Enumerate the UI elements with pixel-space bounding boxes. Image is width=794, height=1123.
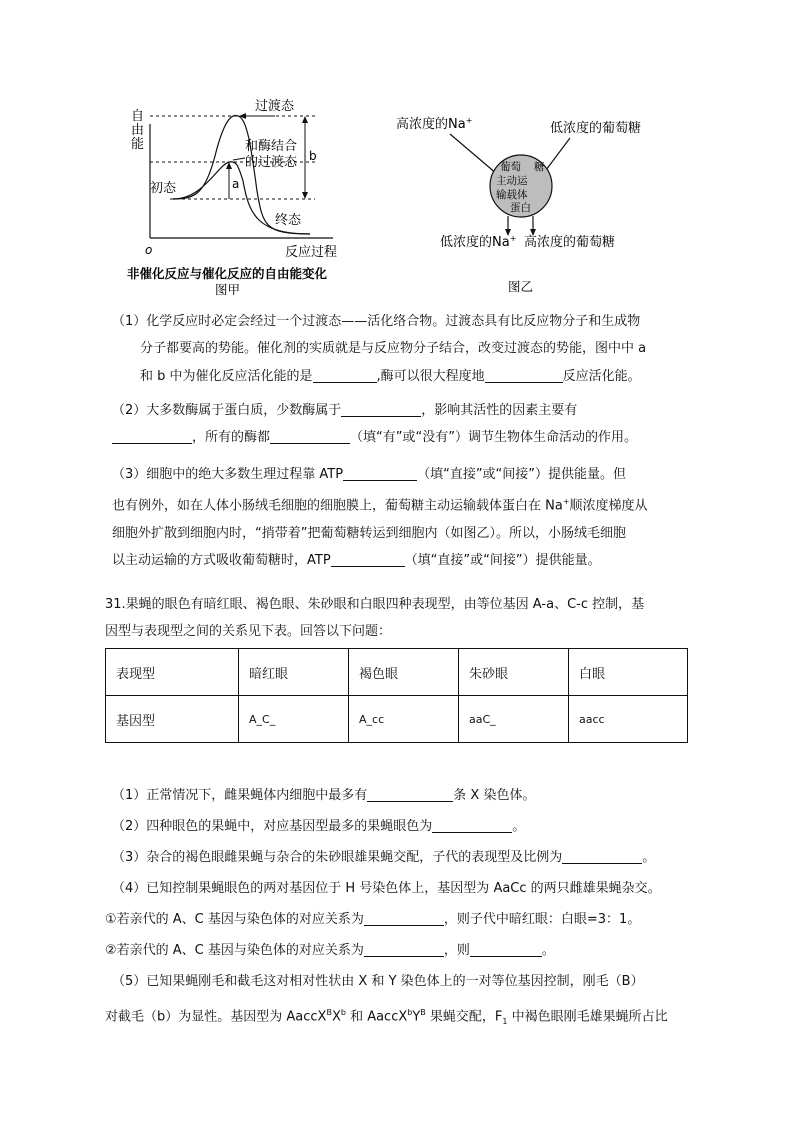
q30-part3: （3）细胞中的绝大多数生理过程靠 ATP （填“直接”或“间接”）提供能量。但 也有例外，如在人体小肠绒毛细胞的细胞膜上，葡萄糖主动运输载体蛋白在 Na+顺浓度梯度从 细胞外扩散到细胞内时，“捎带着”把葡萄糖转运到细胞内（如图乙）。所以，小肠绒毛细胞 以主动运输的方式吸收葡萄糖时，ATP （填“直接”或“间接”）提供能量。 xyxy=(112,467,648,569)
origin-label: o xyxy=(145,243,153,257)
high-glucose-bottom: 高浓度的葡萄糖 xyxy=(524,235,616,250)
answer-blank[interactable] xyxy=(364,942,444,957)
high-na-label: 高浓度的Na+ xyxy=(396,116,473,132)
svg-text:蛋白: 蛋白 xyxy=(510,202,531,214)
y-axis-label-3: 能 xyxy=(131,137,145,152)
glucose-transport-diagram xyxy=(390,108,690,298)
transition-state: 过渡态 xyxy=(255,99,295,114)
caption-a-2: 图甲 xyxy=(215,282,241,297)
free-energy-diagram xyxy=(125,96,375,301)
svg-text:主动运: 主动运 xyxy=(496,175,528,187)
initial-state: 初态 xyxy=(150,181,177,196)
answer-blank[interactable] xyxy=(331,552,405,567)
answer-blank[interactable] xyxy=(364,911,444,926)
enzyme-transition-2: 的过渡态 xyxy=(245,155,298,170)
answer-blank[interactable] xyxy=(485,368,563,383)
q30-part1: （1）化学反应时必定会经过一个过渡态——活化络合物。过渡态具有比反应物分子和生成物 分子都要高的势能。催化剂的实质就是与反应物分子结合，改变过渡态的势能，图中中 a 和 b 中为催化反应活化能的是 ,酶可以很大程度地 反应活化能。 xyxy=(112,314,647,384)
y-axis-label-2: 由 xyxy=(131,123,145,138)
answer-blank[interactable] xyxy=(112,429,192,444)
answer-blank[interactable] xyxy=(562,849,642,864)
svg-text:糖: 糖 xyxy=(534,161,545,173)
answer-blank[interactable] xyxy=(313,368,377,383)
x-axis-label: 反应过程 xyxy=(285,245,338,260)
svg-text:葡萄: 葡萄 xyxy=(500,161,521,173)
svg-text:输载体: 输载体 xyxy=(496,189,528,201)
caption-a-1: 非催化反应与催化反应的自由能变化 xyxy=(127,266,328,281)
genotype-phenotype-table xyxy=(105,648,688,743)
answer-blank[interactable] xyxy=(270,429,350,444)
answer-blank[interactable] xyxy=(343,466,417,481)
y-axis-label-1: 自 xyxy=(131,109,145,124)
final-state: 终态 xyxy=(275,213,302,228)
q31-intro: 31.果蝇的眼色有暗红眼、褐色眼、朱砂眼和白眼四种表现型，由等位基因 A-a、C-c 控制，基 因型与表现型之间的关系见下表。回答以下问题： xyxy=(105,597,645,640)
caption-b: 图乙 xyxy=(508,279,534,294)
table-row: 表现型 暗红眼 褐色眼 朱砂眼 白眼 xyxy=(106,649,688,696)
q30-part2: （2）大多数酶属于蛋白质，少数酶属于 ，影响其活性的因素主要有 ，所有的酶都 （填“有”或“没有”）调节生物体生命活动的作用。 xyxy=(112,403,637,446)
enzyme-transition-1: 和酶结合 xyxy=(245,139,298,154)
answer-blank[interactable] xyxy=(367,787,453,802)
label-a: a xyxy=(232,177,240,191)
answer-blank[interactable] xyxy=(470,942,542,957)
label-b: b xyxy=(309,149,317,163)
q31-questions: （1）正常情况下，雌果蝇体内细胞中最多有 条 X 染色体。 （2）四种眼色的果蝇中，对应基因型最多的果蝇眼色为 。 （3）杂合的褐色眼雌果蝇与杂合的朱砂眼雄果蝇交配，子代的表现型及比例为 。 （4）已知控制果蝇眼色的两对基因位于 H 号染色体上，基因型为 AaCc 的两只雌雄果蝇杂交。 ①若亲代的 A、C 基因与染色体的对应关系为 ，则子代中暗红眼：白眼=3：1。 ②若亲代的 A、C 基因与染色体的对应关系为 ，则 。 （5）已知果蝇刚毛和截毛这对相对性状由 X 和 Y 染色体上的一对等位基因控制，刚毛（B） 对截毛（b）为显性。基因型为 $AaccX^BX^b$ 和 $AaccX^bY^B$ 果蝇交配，$F_1$ 中褐色眼刚毛雄果蝇所占比 xyxy=(105,788,668,1026)
answer-blank[interactable] xyxy=(432,818,512,833)
answer-blank[interactable] xyxy=(341,402,421,417)
table-row: 基因型 A_C_ A_cc aaC_ aacc xyxy=(106,696,688,743)
low-na-label: 低浓度的Na+ xyxy=(440,234,517,250)
low-glucose-top: 低浓度的葡萄糖 xyxy=(550,121,642,136)
